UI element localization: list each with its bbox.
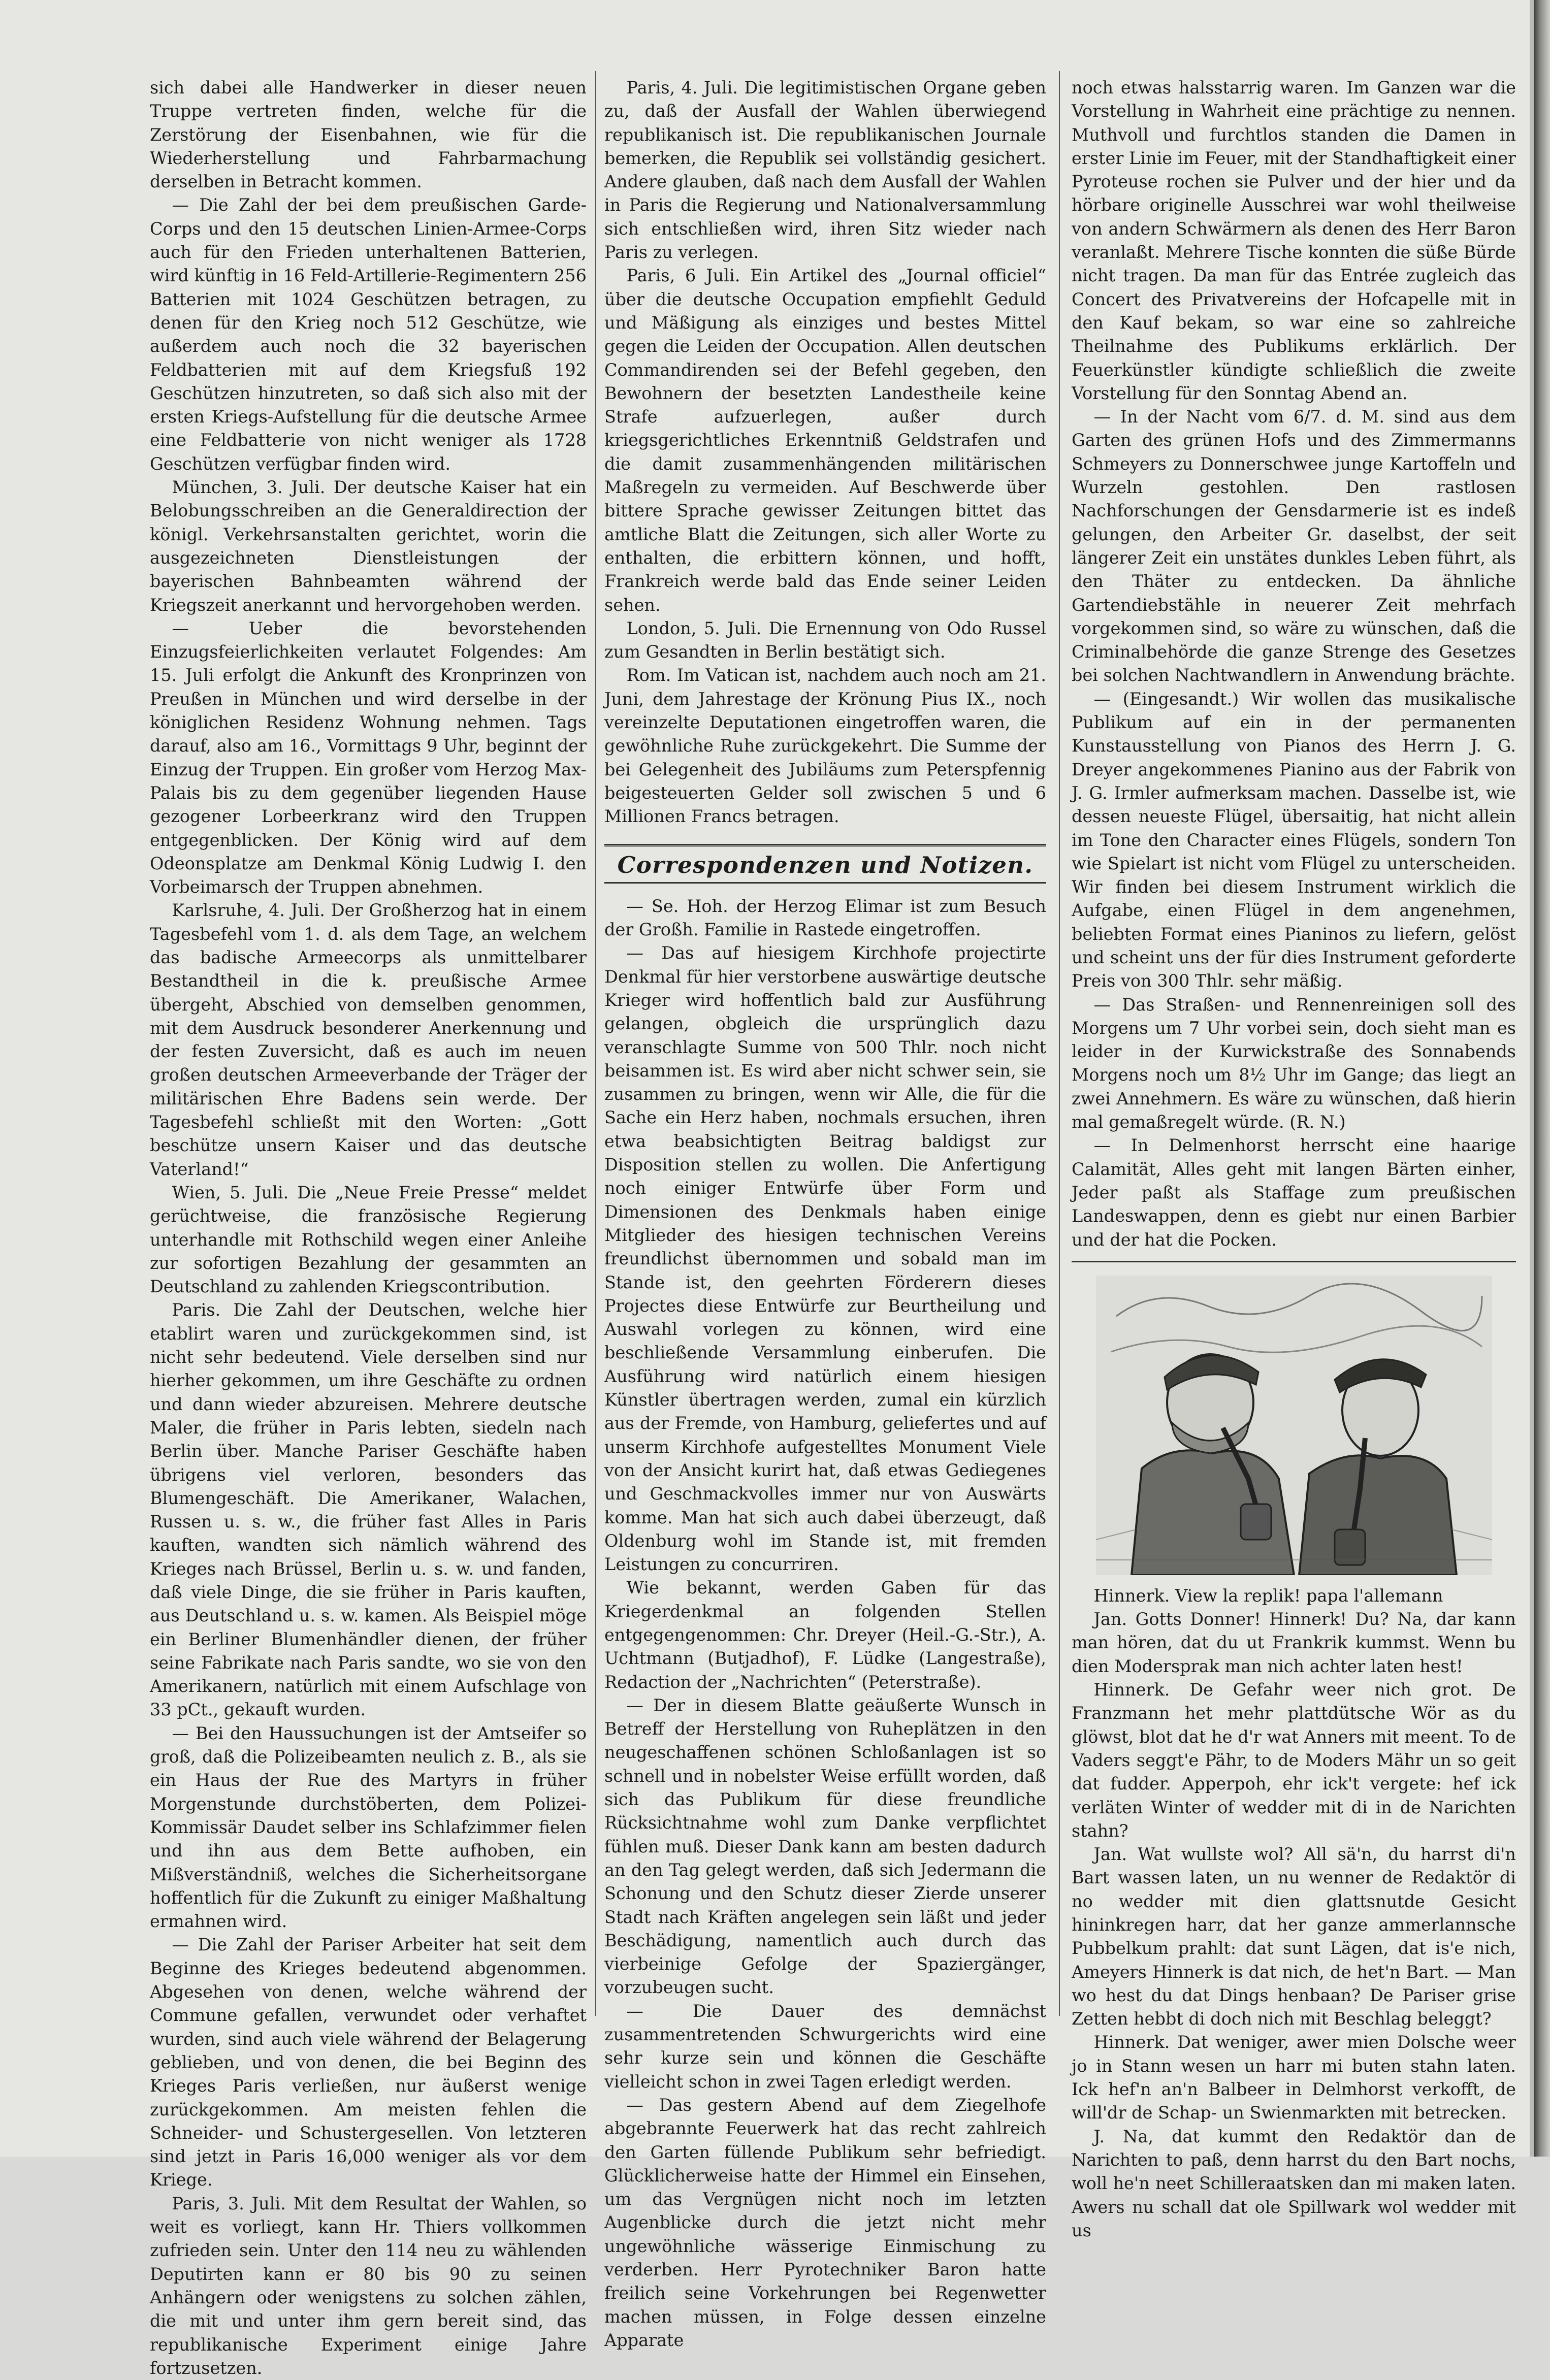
paragraph: — Das gestern Abend auf dem Ziegelhofe abgebrannte Feuerwerk hat das recht zahlreich den Garten füllende Publikum sehr befriedigt. Glücklicherweise hatte der Himmel ein Einsehen, um das Vergnügen nicht noch im letzten Augenblicke durch die jetzt nicht mehr ungewöhnliche wässerige Einmischung zu verderben. Herr Pyrotechniker Baron hatte freilich seine Vorkehrungen bei Regenwetter machen müssen, in Folge dessen einzelne Apparate [604, 2095, 1046, 2350]
column-rule [595, 71, 596, 2016]
paragraph: Paris. Die Zahl der Deutschen, welche hier etablirt waren und zurückgekommen sind, ist nicht sehr bedeutend. Viele derselben sind nur hierher gekommen, um ihre Geschäfte zu ordnen und dann wieder abzureisen. Mehrere deutsche Maler, die früher in Paris lebten, siedeln nach Berlin über. Manche Pariser Geschäfte haben übrigens viel verloren, besonders das Blumengeschäft. Die Amerikaner, Walachen, Russen u. s. w., die früher fast Alles in Paris kauften, wandten sich nämlich während des Krieges nach Brüssel, Berlin u. s. w. und fanden, daß viele Dinge, die sie früher in Paris kauften, aus Deutschland u. s. w. kamen. Als Beispiel möge ein Berliner Blumenhändler dienen, der früher seine Fabrikate nach Paris sandte, wo sie von den Amerikanern, natürlich mit einem Aufschlage von 33 pCt., gekauft wurden. [150, 1300, 587, 1720]
paragraph: noch etwas halsstarrig waren. Im Ganzen war die Vorstellung in Wahrheit eine prächtige zu nennen. Muthvoll und furchtlos standen die Damen in erster Linie im Feuer, mit der Standhaftigkeit einer Pyroteuse rochen sie Pulver und der hier und da hörbare originelle Ausschrei war wohl theilweise von andern Schwärmern als denen des Herr Baron veranlaßt. Mehrere Tische konnten die süße Bürde nicht tragen. Da man für das Entrée zugleich das Concert des Privatvereins der Hofcapelle mit in den Kauf bekam, so war eine so zahlreiche Theilnahme des Publikums erklärlich. Der Feuerkünstler kündigte schließlich die zweite Vorstellung für den Sonntag Abend an. [1072, 78, 1516, 403]
paragraph: Paris, 3. Juli. Mit dem Resultat der Wahlen, so weit es vorliegt, kann Hr. Thiers vollkommen zufrieden sein. Unter den 114 neu zu wählenden Deputirten kann er 80 bis 90 zu seinen Anhängern oder wenigstens zu solchen zählen, die mit und unter ihm gern bereit sind, das republikanische Experiment einige Jahre fortzusetzen. [150, 2193, 587, 2378]
paragraph: München, 3. Juli. Der deutsche Kaiser hat ein Belobungsschreiben an die Generaldirection der königl. Verkehrsanstalten gerichtet, worin die ausgezeichneten Dienstleistungen der bayerischen Bahnbeamten während der Kriegszeit anerkannt und hervorgehoben werden. [150, 477, 587, 615]
page-edge-shadow [1534, 0, 1550, 2157]
divider [1072, 1261, 1516, 1262]
column-left [150, 76, 587, 2380]
paragraph: — Die Zahl der Pariser Arbeiter hat seit dem Beginne des Krieges bedeutend abgenommen. Abgesehen von denen, welche während der Commune gefallen, verwundet oder verhaftet wurden, sind auch viele während der Belagerung geblieben, und von denen, die bei Beginn des Krieges Paris verließen, nur äußerst wenige zurückgekommen. Am meisten fehlen die Schneider- und Schustergesellen. Von letzteren sind jetzt in Paris 16,000 weniger als vor dem Kriege. [150, 1935, 587, 2190]
dialogue-line: J. Na, dat kummt den Redaktör dan de Narichten to paß, denn harrst du den Bart nochs, woll he'n neet Schilleraatsken dan mi maken laten. Awers nu schall dat ole Spillwark wol wedder mit us [1072, 2126, 1516, 2240]
paragraph: sich dabei alle Handwerker in dieser neuen Truppe vertreten finden, welche für die Zerstörung der Eisenbahnen, wie für die Wiederherstellung und Fahrbarmachung derselben in Betracht kommen. [150, 78, 587, 192]
column-rule [1059, 71, 1060, 2016]
paragraph: Paris, 6 Juli. Ein Artikel des „Journal officiel“ über die deutsche Occupation empfiehlt Geduld und Mäßigung als einziges und bestes Mittel gegen die Leiden der Occupation. Allen deutschen Commandirenden sei der Befehl gegeben, den Bewohnern der besetzten Landestheile keine Strafe aufzuerlegen, außer durch kriegsgerichtliches Erkenntniß Geldstrafen und die damit zusammenhängenden militärischen Maßregeln zu vermeiden. Auf Beschwerde über bittere Sprache gewisser Zeitungen bittet das amtliche Blatt die Zeitungen, sich aller Worte zu enthalten, die erbittern können, und hofft, Frankreich werde bald das Ende seiner Leiden sehen. [604, 266, 1046, 615]
dialogue-line: Hinnerk. View la replik! papa l'allemann [1093, 1585, 1443, 1606]
paragraph: — Das Straßen- und Rennenreinigen soll des Morgens um 7 Uhr vorbei sein, doch sieht man es leider in der Kurwickstraße des Sonnabends Morgens noch um 8½ Uhr im Gange; das liegt an zwei Annehmern. Es wäre zu wünschen, daß hierin mal gemaßregelt würde. (R. N.) [1072, 994, 1516, 1132]
paragraph: — Ueber die bevorstehenden Einzugsfeierlichkeiten verlautet Folgendes: Am 15. Juli erfolgt die Ankunft des Kronprinzen von Preußen in München und wird derselbe in der königlichen Residenz Wohnung nehmen. Tags darauf, also am 16., Vormittags 9 Uhr, beginnt der Einzug der Truppen. Ein großer vom Herzog Max-Palais bis zu dem gegenüber liegenden Hause gezogener Lorbeerkranz wird den Truppen entgegenblicken. Der König wird auf dem Odeonsplatze am Denkmal König Ludwig I. den Vorbeimarsch der Truppen abnehmen. [150, 618, 587, 897]
illustration-two-smokers [1096, 1276, 1492, 1575]
paragraph: — Der in diesem Blatte geäußerte Wunsch in Betreff der Herstellung von Ruheplätzen in den neugeschaffenen schönen Schloßanlagen ist so schnell und in nobelster Weise erfüllt worden, daß sich das Publikum für diese freundliche Rücksichtnahme wohl zum Danke verpflichtet fühlen muß. Dieser Dank kann am besten dadurch an den Tag gelegt werden, daß sich Jedermann die Schonung und den Schutz dieser Zierde unserer Stadt nach Kräften angelegen sein läßt und jeder Beschädigung, namentlich auch durch das vierbeinige Gefolge der Spaziergänger, vorzubeugen sucht. [604, 1695, 1046, 1998]
dialogue-line: Jan. Wat wullste wol? All sä'n, du harrst di'n Bart wassen laten, un nu wenner de Redaktör di no wedder mit dien glattsnutde Gesicht hininkregen harr, dat her ganze ammerlannsche Pubbelkum prahlt: dat sunt Lägen, dat is'e nich, Ameyers Hinnerk is dat nich, de het'n Bart. — Man wo hest du dat Dings henbaan? De Pariser grise Zetten hebbt di doch nich mit Beschlag beleggt? [1072, 1844, 1516, 2029]
paragraph: — Die Dauer des demnächst zusammentretenden Schwurgerichts wird eine sehr kurze sein und können die Geschäfte vielleicht schon in zwei Tagen erledigt werden. [604, 2001, 1046, 2092]
paragraph: — Se. Hoh. der Herzog Elimar ist zum Besuch der Großh. Familie in Rastede eingetroffen. [604, 896, 1046, 940]
paragraph: Wien, 5. Juli. Die „Neue Freie Presse“ meldet gerüchtweise, die französische Regierung unterhandle mit Rothschild wegen einer Anleihe zur sofortigen Bezahlung der gesammten an Deutschland zu zahlenden Kriegscontribution. [150, 1182, 587, 1297]
paragraph: — In der Nacht vom 6/7. d. M. sind aus dem Garten des grünen Hofs und des Zimmermanns Schmeyers zu Donnerschwee junge Kartoffeln und Wurzeln gestohlen. Den rastlosen Nachforschungen der Gensdarmerie ist es indeß gelungen, den Arbeiter Gr. daselbst, der seit längerer Zeit ein unstätes dunkles Leben führt, als den Thäter zu entdecken. Da ähnliche Gartendiebstähle in neuerer Zeit mehrfach vorgekommen sind, so wäre zu wünschen, daß die Criminalbehörde die ganze Strenge des Gesetzes bei solchen Nachtwandlern in Anwendung brächte. [1072, 407, 1516, 686]
column-middle [604, 76, 1046, 2352]
paragraph: Paris, 4. Juli. Die legitimistischen Organe geben zu, daß der Ausfall der Wahlen überwiegend republikanisch ist. Die republikanischen Journale bemerken, die Republik sei vollständig gesichert. Andere glauben, daß nach dem Ausfall der Wahlen in Paris die Regierung und Nationalversammlung sich entschließen wird, ihren Sitz wieder nach Paris zu verlegen. [604, 78, 1046, 263]
dialogue-line: Hinnerk. De Gefahr weer nich grot. De Franzmann het mehr plattdütsche Wör as du glöwst, blot dat he d'r wat Anners mit meent. To de Vaders seggt'e Pähr, to de Moders Mähr un so geit dat fudder. Apperpoh, ehr ick't vergete: hef ick verläten Winter of wedder mit di in de Narichten stahn? [1072, 1680, 1516, 1841]
dialogue-block [1072, 1584, 1516, 2242]
paragraph: — Die Zahl der bei dem preußischen Garde-Corps und den 15 deutschen Linien-Armee-Corps auch für den Frieden unterhaltenen Batterien, wird künftig in 16 Feld-Artillerie-Regimentern 256 Batterien mit 1024 Geschützen betragen, zu denen für den Krieg noch 512 Geschütze, wie außerdem auch noch die 32 bayerischen Feldbatterien mit auf dem Kriegsfuß 192 Geschützen hinzutreten, so daß sich also mit der ersten Kriegs-Aufstellung für die deutsche Armee eine Feldbatterie von nicht weniger als 1728 Geschützen verfügbar finden wird. [150, 195, 587, 474]
dialogue-line: Jan. Gotts Donner! Hinnerk! Du? Na, dar kann man hören, dat du ut Frankrik kummst. Wenn bu dien Modersprak man nich achter laten hest! [1072, 1609, 1516, 1676]
paragraph: Wie bekannt, werden Gaben für das Kriegerdenkmal an folgenden Stellen entgegengenommen: Chr. Dreyer (Heil.-G.-Str.), A. Uchtmann (Butjadhof), F. Lüdke (Langestraße), Redaction der „Nachrichten“ (Peterstraße). [604, 1578, 1046, 1692]
section-heading: Correspondenzen und Notizen. [604, 844, 1046, 884]
column-right [1072, 76, 1516, 2242]
paragraph: — Das auf hiesigem Kirchhofe projectirte Denkmal für hier verstorbene auswärtige deutsche Krieger wird hoffentlich bald zur Ausführung gelangen, obgleich die ursprünglich dazu veranschlagte Summe von 500 Thlr. noch nicht beisammen ist. Es wird aber nicht schwer sein, sie zusammen zu bringen, wenn wir Alle, die für die Sache ein Herz haben, nochmals ersuchen, ihren etwa beabsichtigten Beitrag baldigst zur Disposition stellen zu wollen. Die Anfertigung noch einiger Entwürfe über Form und Dimensionen des Denkmals haben einige Mitglieder des hiesigen technischen Vereins freundlichst übernommen und sobald man im Stande ist, den geehrten Förderern dieses Projectes diese Entwürfe zur Beurtheilung und Auswahl vorlegen zu können, wird eine beschließende Versammlung einberufen. Die Ausführung wird natürlich einem hiesigen Künstler übertragen werden, zumal ein kürzlich aus der Fremde, von Hamburg, geliefertes und auf unserm Kirchhofe aufgestelltes Monument Viele von der Ansicht kurirt hat, daß etwas Gediegenes und Geschmackvolles immer nur von Auswärts komme. Man hat sich auch dabei überzeugt, daß Oldenburg wohl im Stande ist, mit fremden Leistungen zu concurriren. [604, 943, 1046, 1575]
paragraph: — Bei den Haussuchungen ist der Amtseifer so groß, daß die Polizeibeamten neulich z. B., als sie ein Haus der Rue des Martyrs in früher Morgenstunde durchstöberten, dem Polizei-Kommissär Daudet selber ins Schlafzimmer fielen und ihn aus dem Bette aufhoben, ein Mißverständniß, welches die Sicherheitsorgane hoffentlich für die Zukunft zu einiger Maßhaltung ermahnen wird. [150, 1723, 587, 1932]
paragraph: Karlsruhe, 4. Juli. Der Großherzog hat in einem Tagesbefehl vom 1. d. als dem Tage, an welchem das badische Armeecorps als unmittelbarer Bestandtheil in die k. preußische Armee übergeht, Abschied von demselben genommen, mit dem Ausdruck besonderer Anerkennung und der festen Zuversicht, daß es auch im neuen großen deutschen Armeeverbande der Träger der militärischen Ehre Badens sein werde. Der Tagesbefehl schließt mit den Worten: „Gott beschütze unsern Kaiser und das deutsche Vaterland!“ [150, 900, 587, 1179]
paragraph: London, 5. Juli. Die Ernennung von Odo Russel zum Gesandten in Berlin bestätigt sich. [604, 618, 1046, 662]
paragraph: — In Delmenhorst herrscht eine haarige Calamität, Alles geht mit langen Bärten einher, Jeder paßt als Staffage zum preußischen Landeswappen, denn es giebt nur einen Barbier und der hat die Pocken. [1072, 1135, 1516, 1250]
dialogue-line: Hinnerk. Dat weniger, awer mien Dolsche weer jo in Stann wesen un harr mi buten stahn laten. Ick hef'n an'n Balbeer in Delmhorst verkofft, de will'dr de Schap- un Swienmarkten mit betrecken. [1072, 2032, 1516, 2123]
paragraph: Rom. Im Vatican ist, nachdem auch noch am 21. Juni, dem Jahrestage der Krönung Pius IX., noch vereinzelte Deputationen eingetroffen waren, die gewöhnliche Ruhe zurückgekehrt. Die Summe der bei Gelegenheit des Jubiläums zum Peterspfennig beigesteuerten Gelder soll zwischen 5 und 6 Millionen Francs betragen. [604, 665, 1046, 827]
paragraph: — (Eingesandt.) Wir wollen das musikalische Publikum auf ein in der permanenten Kunstausstellung von Pianos des Herrn J. G. Dreyer angekommenes Pianino aus der Fabrik von J. G. Irmler aufmerksam machen. Dasselbe ist, wie dessen neueste Flügel, übersaitig, hat nicht allein im Tone den Character eines Flügels, sondern Ton wie Spielart ist nicht vom Flügel zu unterscheiden. Wir finden bei diesem Instrument wirklich die Aufgabe, einen Flügel in dem angenehmen, beliebten Format eines Pianinos zu liefern, gelöst und scheint uns der für dies Instrument geforderte Preis von 300 Thlr. sehr mäßig. [1072, 689, 1516, 991]
